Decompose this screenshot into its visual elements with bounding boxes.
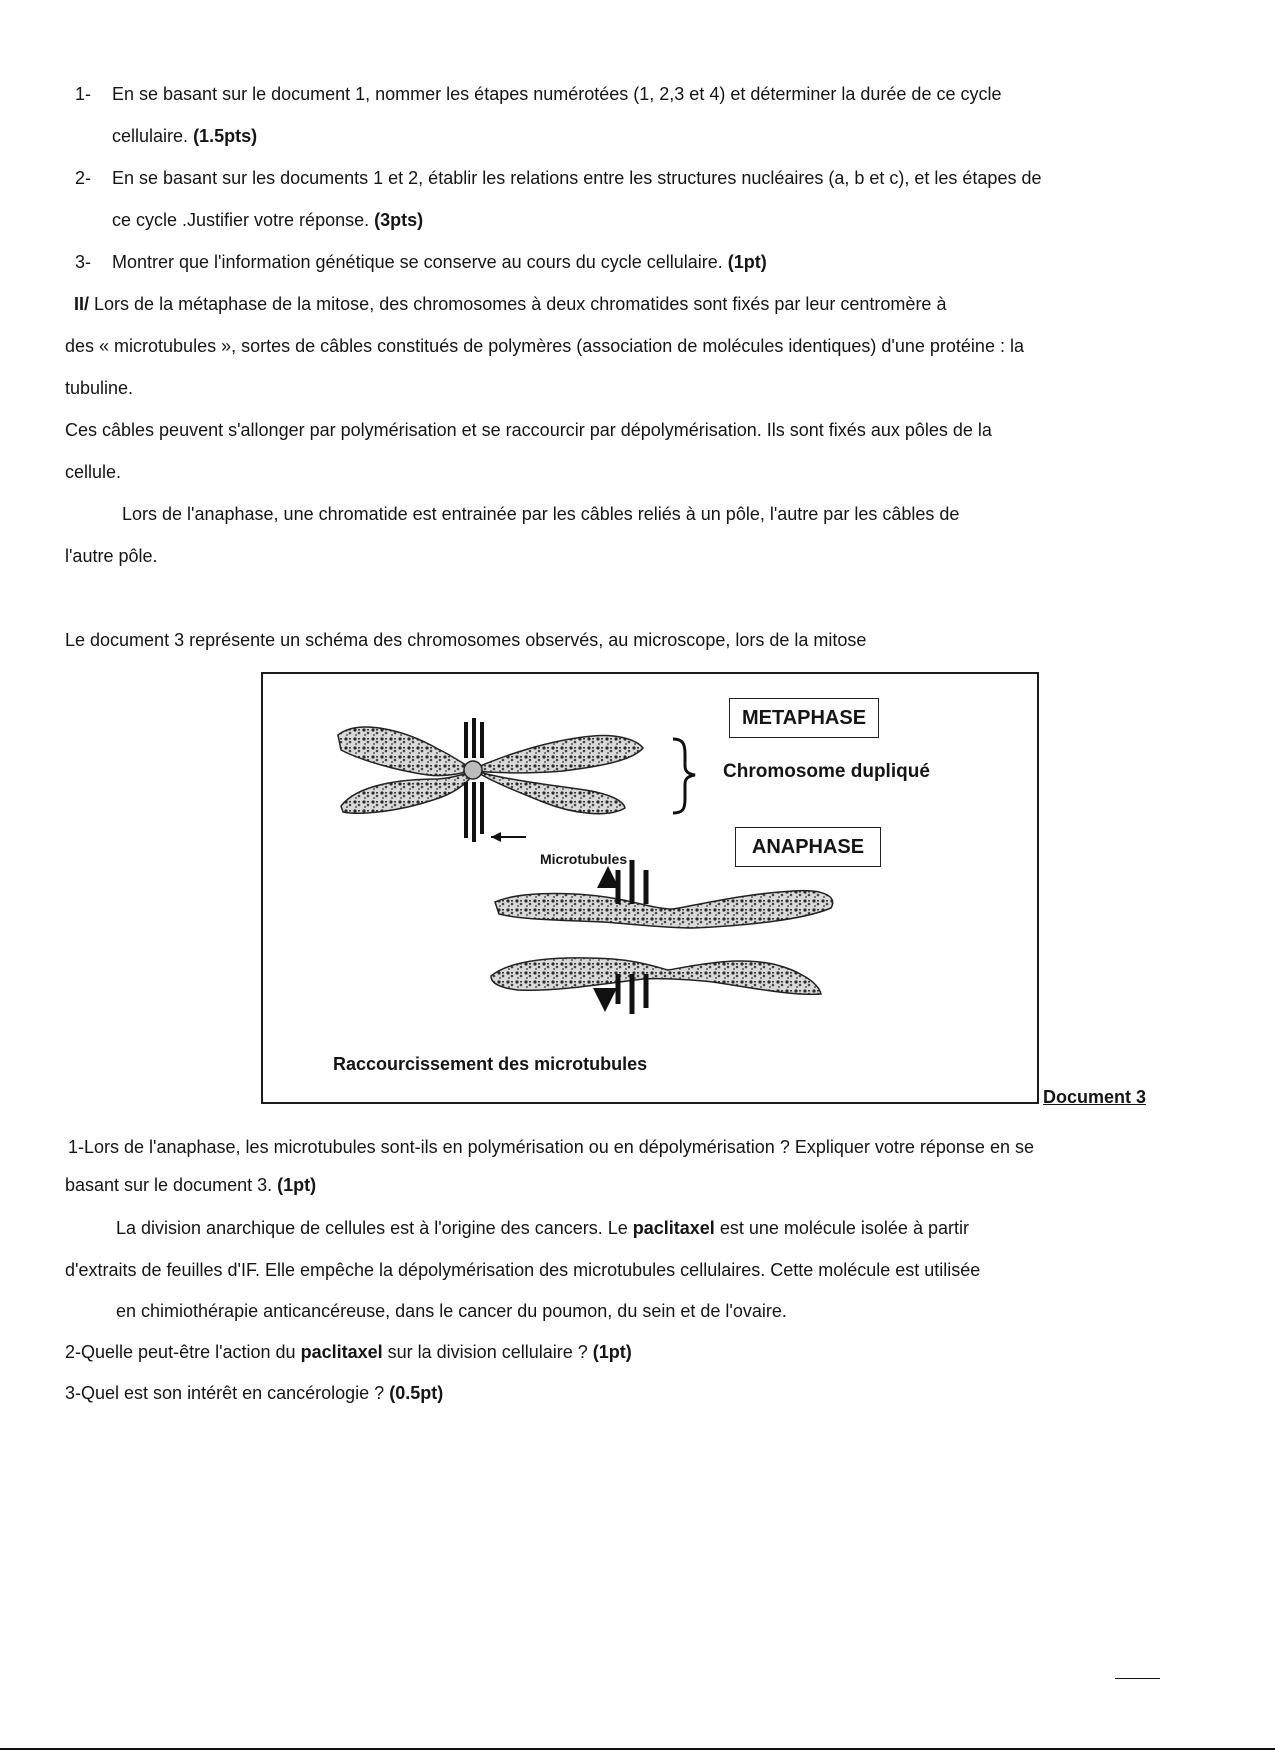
part2-q1-l1: 1-Lors de l'anaphase, les microtubules sont-ils en polymérisation ou en dépolymérisation ? Expliquer votre réponse en se — [68, 1137, 1034, 1157]
part2-paragraph-1-line-1 — [74, 294, 946, 315]
document3-intro: Le document 3 représente un schéma des chromosomes observés, au microscope, lors de la mitose — [65, 630, 867, 650]
part2-p3-l2: l'autre pôle. — [65, 546, 158, 566]
paclitaxel-para-l2: d'extraits de feuilles d'IF. Elle empêche la dépolymérisation des microtubules cellulaires. Cette molécule est utilisée — [65, 1260, 981, 1280]
question-2-points: (3pts) — [374, 210, 424, 230]
part2-p1-l3: tubuline. — [65, 378, 134, 398]
part2-q2 — [65, 1342, 632, 1363]
anaphase-lower-chromatid — [491, 958, 821, 994]
paclitaxel-para-l1-a: La division anarchique de cellules est à l'origine des cancers. Le — [116, 1218, 628, 1238]
metaphase-chromosome — [338, 727, 643, 814]
part2-q3-points: (0.5pt) — [389, 1383, 444, 1403]
chromosome-label: Chromosome dupliqué — [723, 761, 930, 782]
question-2-number: 2- — [75, 168, 92, 188]
part2-q3-text: 3-Quel est son intérêt en cancérologie ? — [65, 1383, 385, 1403]
document3-figure — [261, 672, 1039, 1104]
anaphase-upper-chromatid — [495, 891, 833, 928]
question-1-text: En se basant sur le document 1, nommer les étapes numérotées (1, 2,3 et 4) et déterminer la durée de ce cycle — [112, 84, 1002, 104]
footer-rule — [0, 1748, 1275, 1750]
paclitaxel-para-l1-b: est une molécule isolée à partir — [719, 1218, 969, 1238]
part2-p3-l1: Lors de l'anaphase, une chromatide est entrainée par les câbles reliés à un pôle, l'autre par les câbles de — [122, 504, 960, 524]
question-1-points: (1.5pts) — [193, 126, 258, 146]
part2-q1-l2: basant sur le document 3. — [65, 1175, 273, 1195]
chromosome-brace — [673, 739, 695, 813]
question-1-text-line2: cellulaire. — [112, 126, 189, 146]
microtubules-label: Microtubules — [540, 851, 628, 867]
part2-p2-l1: Ces câbles peuvent s'allonger par polymérisation et se raccourcir par dépolymérisation. Ils sont fixés aux pôles de la — [65, 420, 992, 440]
part2-q2-a: 2-Quelle peut-être l'action du — [65, 1342, 296, 1362]
question-2-text: En se basant sur les documents 1 et 2, établir les relations entre les structures nucléaires (a, b et c), et les étapes de — [112, 168, 1042, 188]
question-2-text-cont — [112, 210, 423, 231]
part2-q2-points: (1pt) — [592, 1342, 632, 1362]
question-2-text-line2: ce cycle .Justifier votre réponse. — [112, 210, 370, 230]
shortening-label: Raccourcissement des microtubules — [333, 1054, 648, 1074]
paclitaxel-para-l3: en chimiothérapie anticancéreuse, dans le cancer du poumon, du sein et de l'ovaire. — [116, 1301, 787, 1321]
part2-q3 — [65, 1383, 443, 1404]
paclitaxel-paragraph-line-1 — [116, 1218, 969, 1239]
document3-chromosome-drawing — [263, 674, 1039, 1104]
down-arrow-icon — [593, 988, 617, 1012]
part2-q1-points: (1pt) — [277, 1175, 317, 1195]
part2-q2-b: sur la division cellulaire ? — [387, 1342, 588, 1362]
microtubules-pointer — [491, 832, 526, 842]
anaphase-label: ANAPHASE — [751, 836, 865, 858]
footer-short-rule — [1115, 1678, 1160, 1679]
part2-q1-l2-line — [65, 1175, 316, 1196]
part2-marker: II/ — [74, 294, 90, 314]
anaphase-label-box — [735, 827, 881, 867]
part2-p2-l2: cellule. — [65, 462, 122, 482]
document3-caption: Document 3 — [1043, 1087, 1147, 1107]
question-1-number: 1- — [75, 84, 92, 104]
paclitaxel-term: paclitaxel — [632, 1218, 715, 1238]
question-3-text-line — [112, 252, 767, 273]
question-1-text-cont — [112, 126, 257, 147]
part2-p1-l1: Lors de la métaphase de la mitose, des chromosomes à deux chromatides sont fixés par leur centromère à — [94, 294, 947, 314]
part2-p1-l2: des « microtubules », sortes de câbles constitués de polymères (association de molécules identiques) d'une protéine : la — [65, 336, 1024, 356]
question-3-text: Montrer que l'information génétique se conserve au cours du cycle cellulaire. — [112, 252, 723, 272]
question-3-points: (1pt) — [727, 252, 767, 272]
metaphase-label-box — [729, 698, 879, 738]
metaphase-label: METAPHASE — [741, 707, 867, 729]
part2-q2-paclitaxel: paclitaxel — [300, 1342, 383, 1362]
question-3-number: 3- — [75, 252, 92, 272]
